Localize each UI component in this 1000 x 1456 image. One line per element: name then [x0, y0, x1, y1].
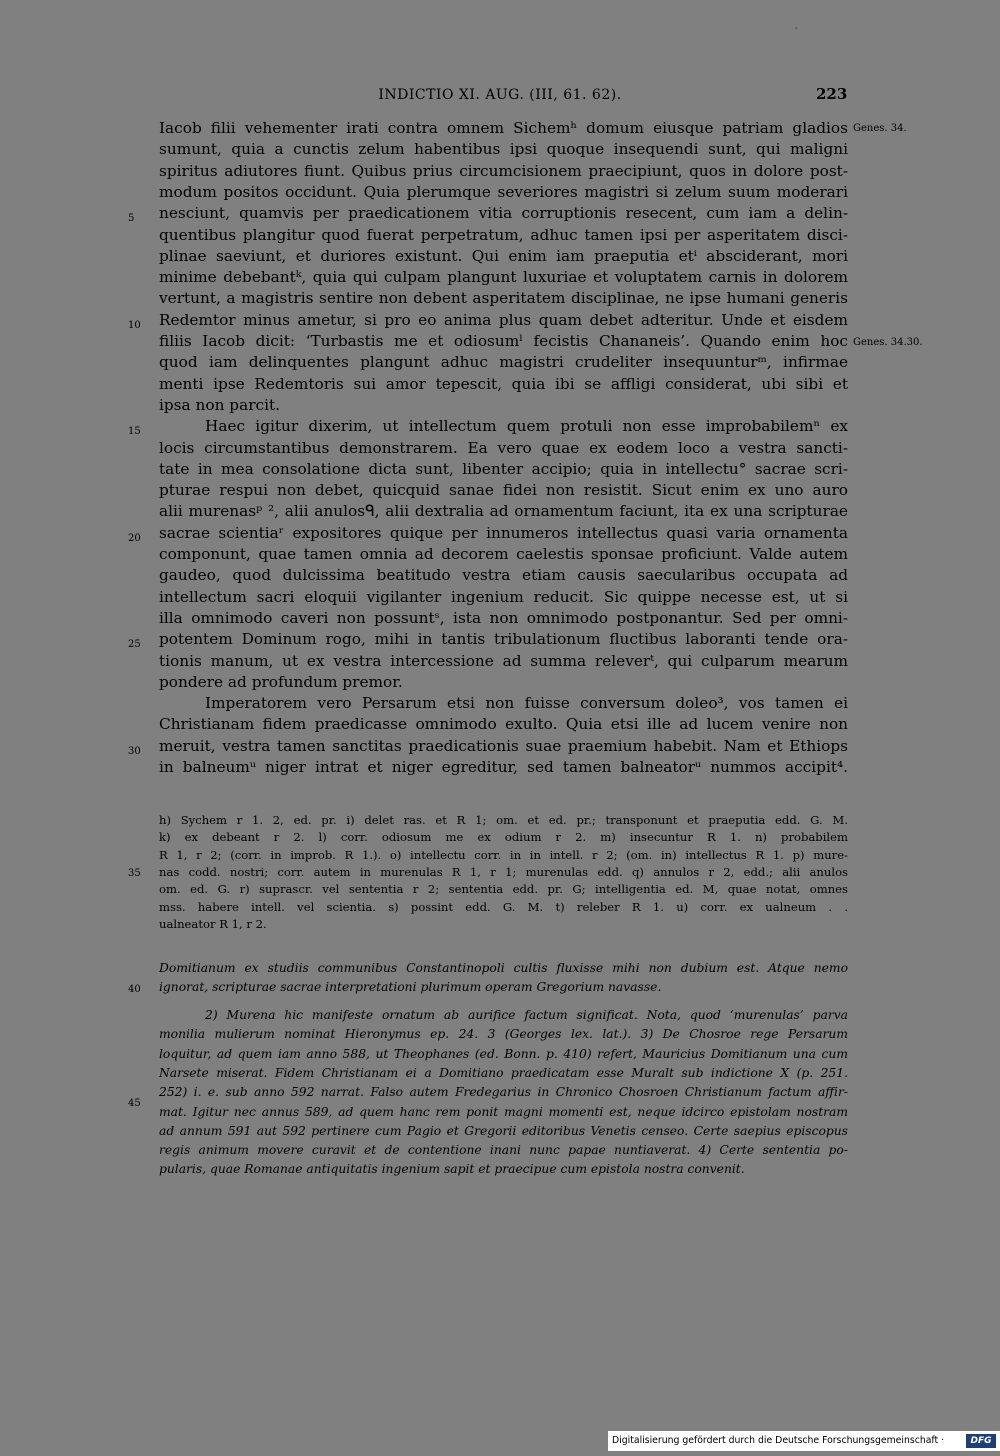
note-line: loquitur, ad quem iam anno 588, ut Theophanes (ed. Bonn. p. 410) refert, Mauricius Domitianum una cum: [159, 1046, 848, 1061]
note-line: regis animum movere curavit et de contentione inani nunc papae nuntiaverat. 4) Certe sententia po-: [159, 1143, 848, 1158]
note-line: 252) i. e. sub anno 592 narrat. Falso autem Fredegarius in Chronico Chosroen Christianum factum affir-: [159, 1085, 848, 1100]
margin-reference: Genes. 34.30.: [853, 337, 923, 348]
note-line: pularis, quae Romanae antiquitatis ingenium sapit et praecipue cum epistola nostra convenit.: [159, 1162, 745, 1177]
footnote-line: h) Sychem r 1. 2, ed. pr. i) delet ras. et R 1; om. et ed. pr.; transponunt et praeputia edd. G. M.: [159, 813, 848, 827]
note-line: mat. Igitur nec annus 589, ad quem hanc rem ponit magni momenti est, neque idcirco epistolam nostram: [159, 1104, 848, 1119]
text-line: tate in mea consolatione dicta sunt, libenter accipio; quia in intellectu° sacrae scri-: [159, 459, 848, 478]
text-line: Imperatorem vero Persarum etsi non fuisse conversum doleo³, vos tamen ei: [205, 694, 848, 713]
text-line: quod iam delinquentes plangunt adhuc magistri crudeliter insequunturᵐ, infirmae: [159, 353, 848, 372]
footnote-line: R 1, r 2; (corr. in improb. R 1.). o) intellectu corr. in in intell. r 2; (om. in) intellectus R 1. p) mure-: [159, 847, 848, 862]
margin-reference: Genes. 34.: [853, 123, 907, 134]
dfg-logo-icon: DFG: [966, 1434, 996, 1448]
text-line: alii murenasᵖ ², alii anulosᑫ, alii dextralia ad ornamentum faciunt, ita ex una scripturae: [159, 502, 848, 521]
line-number: 20: [128, 533, 141, 544]
text-line: in balneumᵘ niger intrat et niger egreditur, sed tamen balneatorᵘ nummos accipit⁴.: [159, 758, 848, 776]
text-line: nesciunt, quamvis per praedicationem vitia corruptionis resecent, cum iam a delin-: [159, 204, 848, 223]
text-line: sacrae scientiaʳ expositores quique per innumeros intellectus quasi varia ornamenta: [159, 523, 848, 542]
note-line: ad annum 591 aut 592 pertinere cum Pagio et Gregorii editoribus Venetis censeo. Certe saepius episcopus: [159, 1123, 848, 1138]
text-line: componunt, quae tamen omnia ad decorem caelestis sponsae proficiunt. Valde autem: [159, 545, 848, 563]
note-line: ignorat, scripturae sacrae interpretationi plurimum operam Gregorium navasse.: [159, 980, 662, 995]
line-number: 10: [128, 320, 141, 331]
text-line: Iacob filii vehementer irati contra omnem Sichemʰ domum eiusque patriam gladios: [159, 119, 848, 137]
text-line: intellectum sacri eloquii vigilanter ingenium reducit. Sic quippe necesse est, ut si: [159, 587, 848, 606]
footnote-line: om. ed. G. r) suprascr. vel sententia r 2; sententia edd. pr. G; intelligentia ed. M, quae notat, omnes: [159, 882, 848, 897]
text-line: potentem Dominum rogo, mihi in tantis tribulationum fluctibus laboranti tende ora-: [159, 630, 848, 649]
page-number: 223: [816, 85, 848, 103]
footnote-line: mss. habere intell. vel scientia. s) possint edd. G. M. t) releber R 1. u) corr. ex ualneum . .: [159, 899, 848, 914]
digitization-footer: [608, 1431, 1000, 1451]
running-header: INDICTIO XI. AUG. (III, 61. 62).: [378, 87, 622, 103]
text-line: plinae saeviunt, et duriores existunt. Qui enim iam praeputia etⁱ absciderant, mori: [159, 246, 848, 265]
text-line: ipsa non parcit.: [159, 395, 280, 414]
note-line: monilia mulierum nominat Hieronymus ep. 24. 3 (Georges lex. lat.). 3) De Chosroe rege Persarum: [159, 1027, 848, 1042]
note-line: Domitianum ex studiis communibus Constantinopoli cultis fluxisse mihi non dubium est. Atque nemo: [159, 961, 848, 975]
text-line: meruit, vestra tamen sanctitas praedicationis suae praemium habebit. Nam et Ethiops: [159, 736, 848, 755]
footer-text: Digitalisierung gefördert durch die Deutsche Forschungsgemeinschaft ·: [612, 1435, 945, 1446]
note-line: Narsete miserat. Fidem Christianam ei a Domitiano praedicatam esse Muralt sub indictione X (p. 251.: [159, 1065, 848, 1080]
line-number: 30: [128, 746, 141, 757]
line-number: 15: [128, 426, 141, 437]
commentary-notes: [159, 958, 848, 1203]
text-line: illa omnimodo caveri non possuntˢ, ista non omnimodo postponantur. Sed per omni-: [159, 608, 848, 627]
text-line: gaudeo, quod dulcissima beatitudo vestra etiam causis saecularibus occupata ad: [159, 566, 848, 585]
text-line: sumunt, quia a cunctis zelum habentibus ipsi quoque insequendi sunt, qui maligni: [159, 140, 848, 159]
text-line: quentibus plangitur quod fuerat perpetratum, adhuc tamen ipsi per asperitatem disci-: [159, 225, 848, 244]
line-number: 35: [128, 868, 141, 879]
line-number: 5: [128, 213, 135, 224]
text-line: modum positos occidunt. Quia plerumque severiores magistri si zelum suum moderari: [159, 182, 848, 201]
text-line: Haec igitur dixerim, ut intellectum quem protuli non esse improbabilemⁿ ex: [205, 417, 848, 436]
text-line: minime debebantᵏ, quia qui culpam plangunt luxuriae et voluptatem carnis in dolorem: [159, 268, 848, 287]
main-text: [159, 117, 848, 799]
text-line: vertunt, a magistris sentire non debent asperitatem disciplinae, ne ipse humani generis: [159, 289, 848, 308]
text-line: locis circumstantibus demonstrarem. Ea vero quae ex eodem loco a vestra sancti-: [159, 438, 848, 457]
text-line: Christianam fidem praedicasse omnimodo exulto. Quia etsi ille ad lucem venire non: [159, 715, 848, 734]
note-line: 2) Murena hic manifeste ornatum ab aurifice factum significat. Nota, quod ‘murenulas’ parva: [205, 1008, 848, 1022]
text-line: Redemtor minus ametur, si pro eo anima plus quam debet adteritur. Unde et eisdem: [159, 310, 848, 329]
footnote-line: nas codd. nostri; corr. autem in murenulas R 1, r 1; murenulas edd. q) annulos r 2, edd.; alii anulos: [159, 864, 848, 879]
footnote-line: ualneator R 1, r 2.: [159, 916, 267, 931]
line-number: 45: [128, 1098, 141, 1109]
line-number: 40: [128, 984, 141, 995]
line-number: 25: [128, 639, 141, 650]
text-line: filiis Iacob dicit: ‘Turbastis me et odiosumˡ fecistis Chananeis’. Quando enim hoc: [159, 332, 848, 350]
footnote-line: k) ex debeant r 2. l) corr. odiosum me ex odium r 2. m) insecuntur R 1. n) probabilem: [159, 830, 848, 845]
text-line: tionis manum, ut ex vestra intercessione ad summa releverᵗ, qui culparum mearum: [159, 651, 848, 670]
footnotes: [159, 812, 848, 937]
corner-mark: ': [795, 26, 798, 35]
text-line: spiritus adiutores fiunt. Quibus prius circumcisionem praecipiunt, quos in dolore post-: [159, 161, 848, 180]
text-line: pondere ad profundum premor.: [159, 672, 403, 691]
text-line: pturae respui non debet, quicquid sanae fidei non resistit. Sicut enim ex uno auro: [159, 481, 848, 500]
text-line: menti ipse Redemtoris sui amor tepescit, quia ibi se affligi considerat, ubi sibi et: [159, 374, 848, 393]
